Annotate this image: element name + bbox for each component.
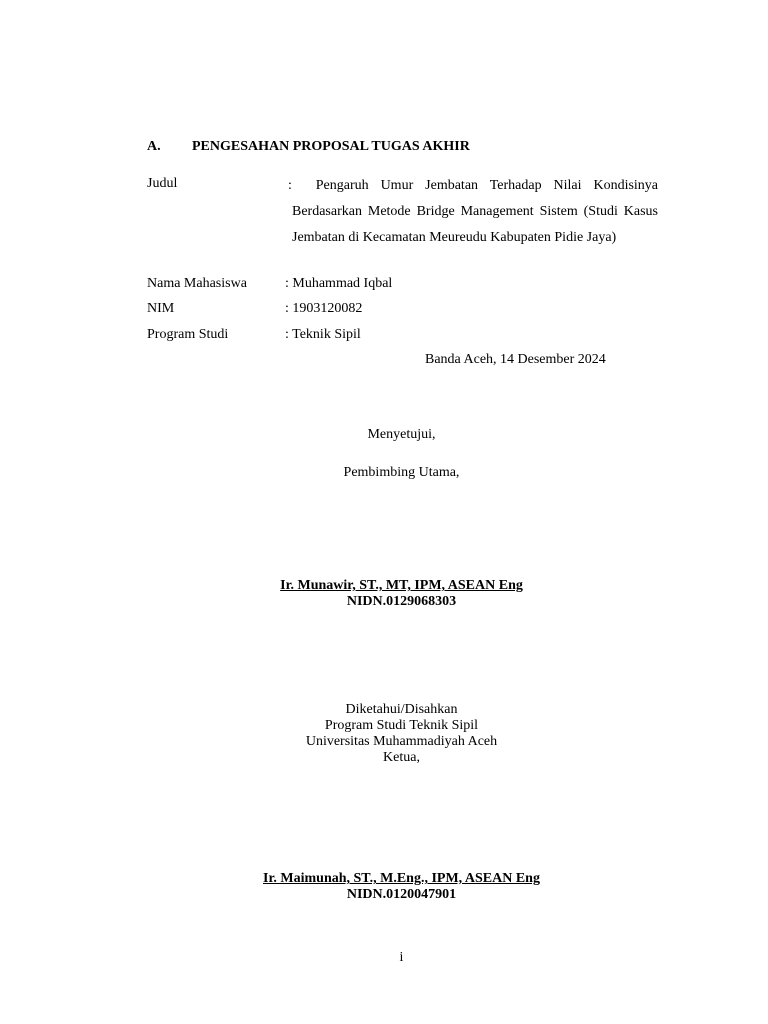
- head-name: Ir. Maimunah, ST., M.Eng., IPM, ASEAN Eng: [263, 871, 540, 886]
- endorsement-line-2: Program Studi Teknik Sipil: [324, 718, 479, 733]
- advisor-nidn: NIDN.0129068303: [346, 594, 457, 609]
- prodi-value: : Teknik Sipil: [285, 327, 361, 342]
- approval-heading: Menyetujui,: [367, 427, 436, 442]
- section-title: PENGESAHAN PROPOSAL TUGAS AKHIR: [192, 139, 470, 154]
- nim-label: NIM: [147, 301, 175, 316]
- nama-label: Nama Mahasiswa: [147, 276, 247, 291]
- approval-role: Pembimbing Utama,: [343, 465, 460, 480]
- endorsement-line-4: Ketua,: [383, 750, 420, 765]
- advisor-signature-block: [0, 578, 768, 610]
- endorsement-line-1: Diketahui/Disahkan: [345, 702, 458, 717]
- judul-label: Judul: [147, 176, 178, 191]
- head-nidn: NIDN.0120047901: [346, 887, 457, 902]
- section-number: A.: [147, 139, 161, 154]
- prodi-label: Program Studi: [147, 327, 229, 342]
- endorsement-block: [0, 702, 768, 766]
- judul-text: Pengaruh Umur Jembatan Terhadap Nilai Kondisinya Berdasarkan Metode Bridge Management Sistem (Studi Kasus Jembatan di Kecamatan Meureudu Kabupaten Pidie Jaya): [292, 178, 659, 245]
- nim-value: : 1903120082: [285, 301, 363, 316]
- head-signature-block: [0, 871, 768, 903]
- judul-value: [288, 173, 659, 251]
- endorsement-line-3: Universitas Muhammadiyah Aceh: [305, 734, 498, 749]
- advisor-name: Ir. Munawir, ST., MT, IPM, ASEAN Eng: [280, 578, 523, 593]
- page-number: i: [399, 950, 404, 965]
- place-date: Banda Aceh, 14 Desember 2024: [425, 352, 606, 367]
- nama-value: : Muhammad Iqbal: [285, 276, 393, 291]
- section-heading: [147, 139, 470, 155]
- judul-colon: :: [288, 178, 292, 193]
